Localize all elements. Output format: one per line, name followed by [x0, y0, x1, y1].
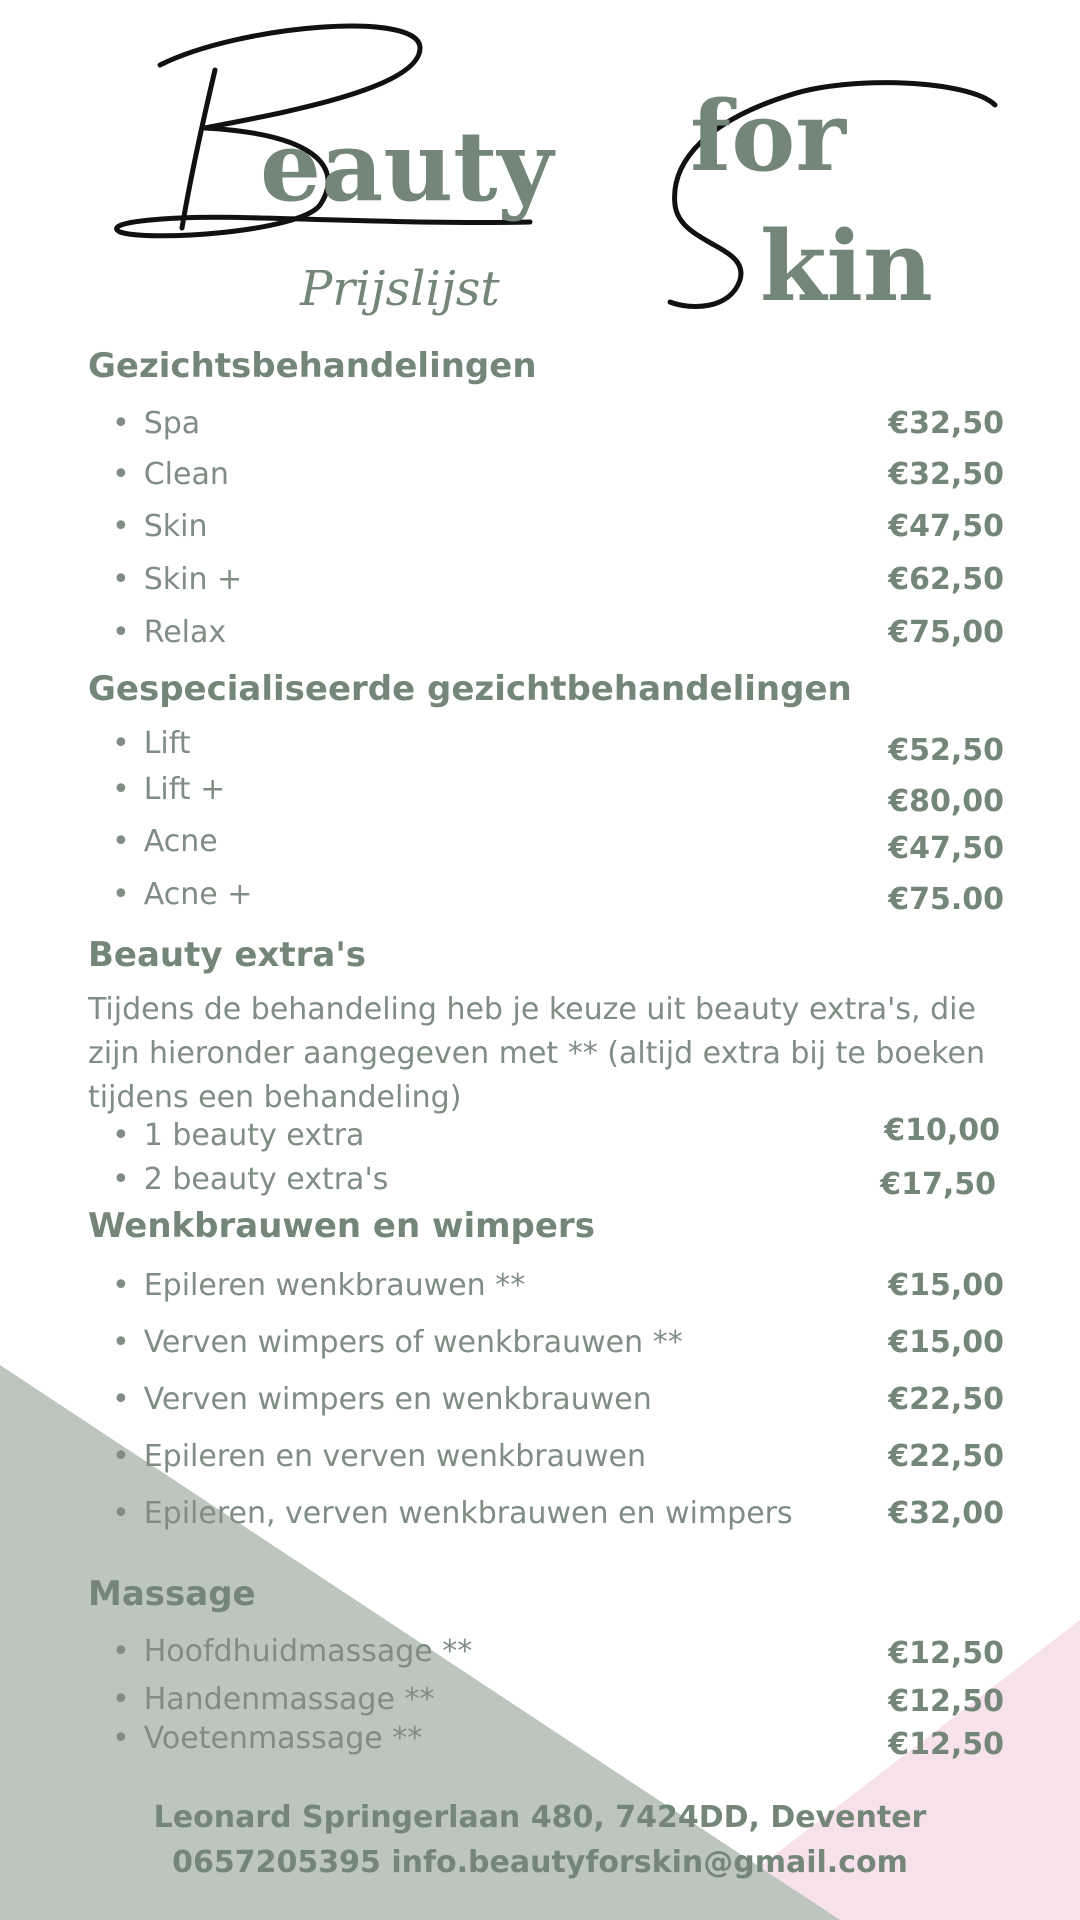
list-item: • Voetenmassage **	[112, 1721, 422, 1756]
section-title-gezichtsbehandelingen: Gezichtsbehandelingen	[88, 346, 537, 386]
list-item: • 2 beauty extra's	[112, 1162, 388, 1197]
logo-tagline: Prijslijst	[300, 261, 500, 317]
price: €12,50	[888, 1636, 1004, 1671]
list-item: • Skin	[112, 509, 207, 544]
price: €15,00	[888, 1325, 1004, 1360]
price: €10,00	[884, 1113, 1000, 1148]
price: €15,00	[888, 1268, 1004, 1303]
logo-word-beauty: eauty	[260, 110, 554, 223]
logo-word-skin: kin	[760, 210, 933, 323]
list-item: • Epileren wenkbrauwen **	[112, 1268, 525, 1303]
beauty-extras-intro: Tijdens de behandeling heb je keuze uit beauty extra's, die zijn hieronder aangegeven met ** (altijd extra bij te boeken tijdens een behandeling)	[88, 992, 986, 1115]
price: €75.00	[888, 882, 1004, 917]
list-item: • Relax	[112, 615, 226, 650]
list-item: • Clean	[112, 457, 229, 492]
section-title-wenkbrauwen: Wenkbrauwen en wimpers	[88, 1206, 595, 1246]
price: €32,50	[888, 457, 1004, 492]
list-item: • Verven wimpers en wenkbrauwen	[112, 1382, 652, 1417]
list-item: • Acne +	[112, 877, 252, 912]
price: €22,50	[888, 1439, 1004, 1474]
price: €32,50	[888, 406, 1004, 441]
list-item: • Lift +	[112, 772, 225, 807]
section-title-massage: Massage	[88, 1574, 256, 1614]
price: €47,50	[888, 831, 1004, 866]
list-item: • Verven wimpers of wenkbrauwen **	[112, 1325, 683, 1360]
list-item: • Epileren en verven wenkbrauwen	[112, 1439, 646, 1474]
footer-contact: 0657205395 info.beautyforskin@gmail.com	[172, 1845, 908, 1880]
list-item: • Lift	[112, 726, 191, 761]
price: €12,50	[888, 1727, 1004, 1762]
price: €52,50	[888, 733, 1004, 768]
list-item: • Skin +	[112, 562, 242, 597]
list-item: • 1 beauty extra	[112, 1118, 364, 1153]
section-title-gespecialiseerde: Gespecialiseerde gezichtbehandelingen	[88, 669, 852, 709]
price: €47,50	[888, 509, 1004, 544]
list-item: • Spa	[112, 406, 200, 441]
list-item: • Hoofdhuidmassage **	[112, 1634, 472, 1669]
list-item: • Handenmassage **	[112, 1682, 434, 1717]
list-item: • Acne	[112, 824, 218, 859]
section-title-beauty-extras: Beauty extra's	[88, 935, 366, 975]
list-item: • Epileren, verven wenkbrauwen en wimpers	[112, 1496, 793, 1531]
price: €75,00	[888, 615, 1004, 650]
logo-word-for: for	[690, 80, 846, 193]
footer-address: Leonard Springerlaan 480, 7424DD, Deventer	[153, 1800, 927, 1835]
price: €22,50	[888, 1382, 1004, 1417]
price: €17,50	[880, 1167, 996, 1202]
price: €62,50	[888, 562, 1004, 597]
price: €32,00	[888, 1496, 1004, 1531]
price: €80,00	[888, 784, 1004, 819]
price: €12,50	[888, 1684, 1004, 1719]
